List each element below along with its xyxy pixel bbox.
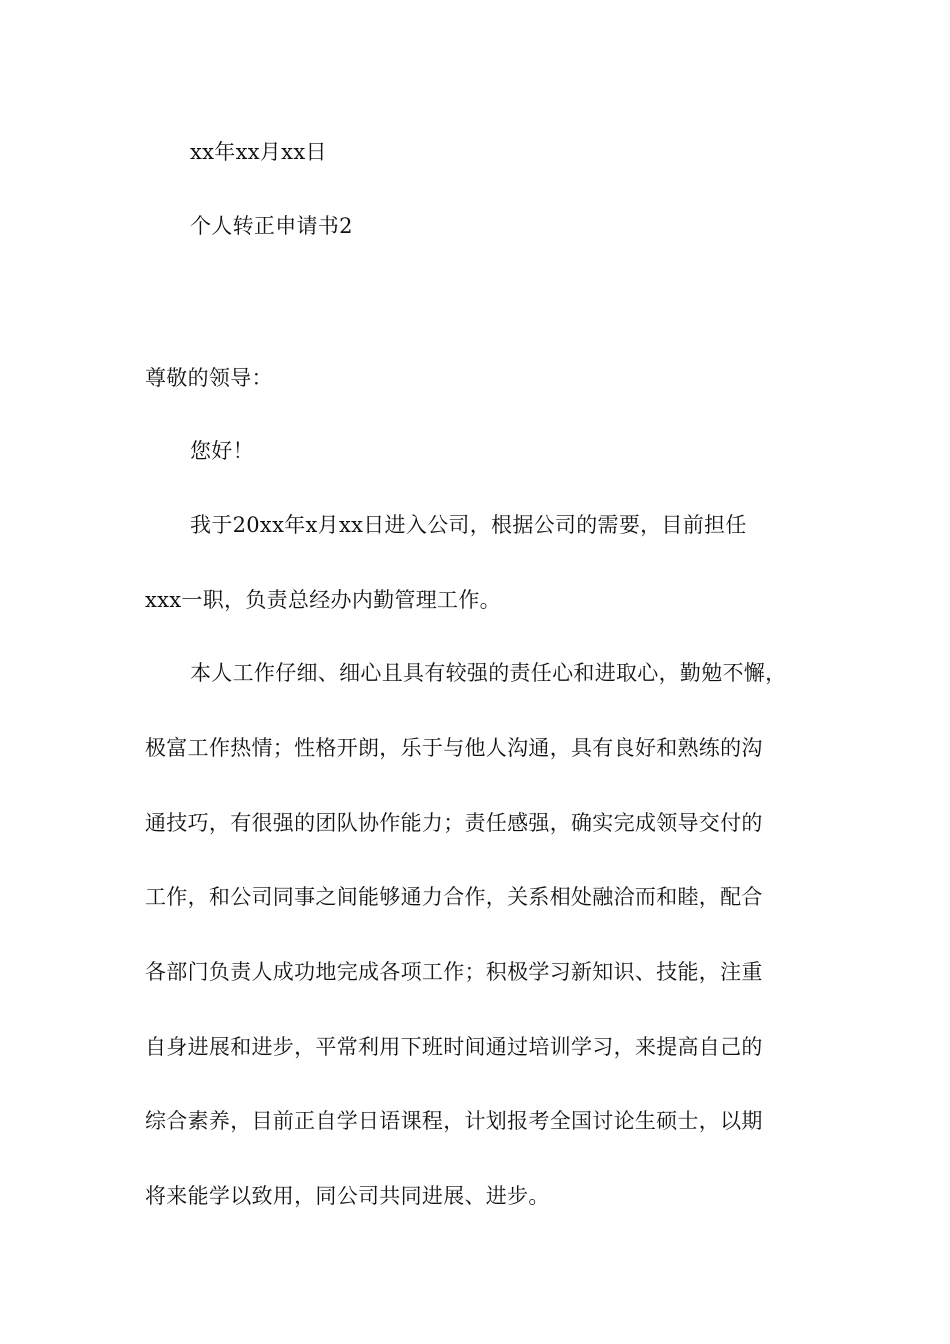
paragraph2-line: 自身进展和进步，平常利用下班时间通过培训学习，来提高自己的: [145, 1035, 763, 1059]
paragraph1-line: xxx一职，负责总经办内勤管理工作。: [145, 588, 501, 612]
salutation: 尊敬的领导：: [145, 366, 273, 390]
paragraph2-line: 极富工作热情；性格开朗，乐于与他人沟通，具有良好和熟练的沟: [145, 736, 763, 760]
paragraph2-line: 通技巧，有很强的团队协作能力；责任感强，确实完成领导交付的: [145, 811, 763, 835]
document-heading: 个人转正申请书2: [190, 214, 353, 238]
paragraph2-line: 本人工作仔细、细心且具有较强的责任心和进取心，勤勉不懈，: [190, 661, 787, 685]
paragraph2-line: 工作，和公司同事之间能够通力合作，关系相处融洽而和睦，配合: [145, 885, 763, 909]
paragraph2-line: 将来能学以致用，同公司共同进展、进步。: [145, 1184, 550, 1208]
paragraph2-line: 各部门负责人成功地完成各项工作；积极学习新知识、技能，注重: [145, 960, 763, 984]
greeting: 您好！: [190, 439, 254, 463]
paragraph1-line: 我于20xx年x月xx日进入公司，根据公司的需要，目前担任: [190, 513, 747, 537]
paragraph2-line: 综合素养，目前正自学日语课程，计划报考全国讨论生硕士，以期: [145, 1109, 763, 1133]
date-line: xx年xx月xx日: [190, 140, 327, 164]
